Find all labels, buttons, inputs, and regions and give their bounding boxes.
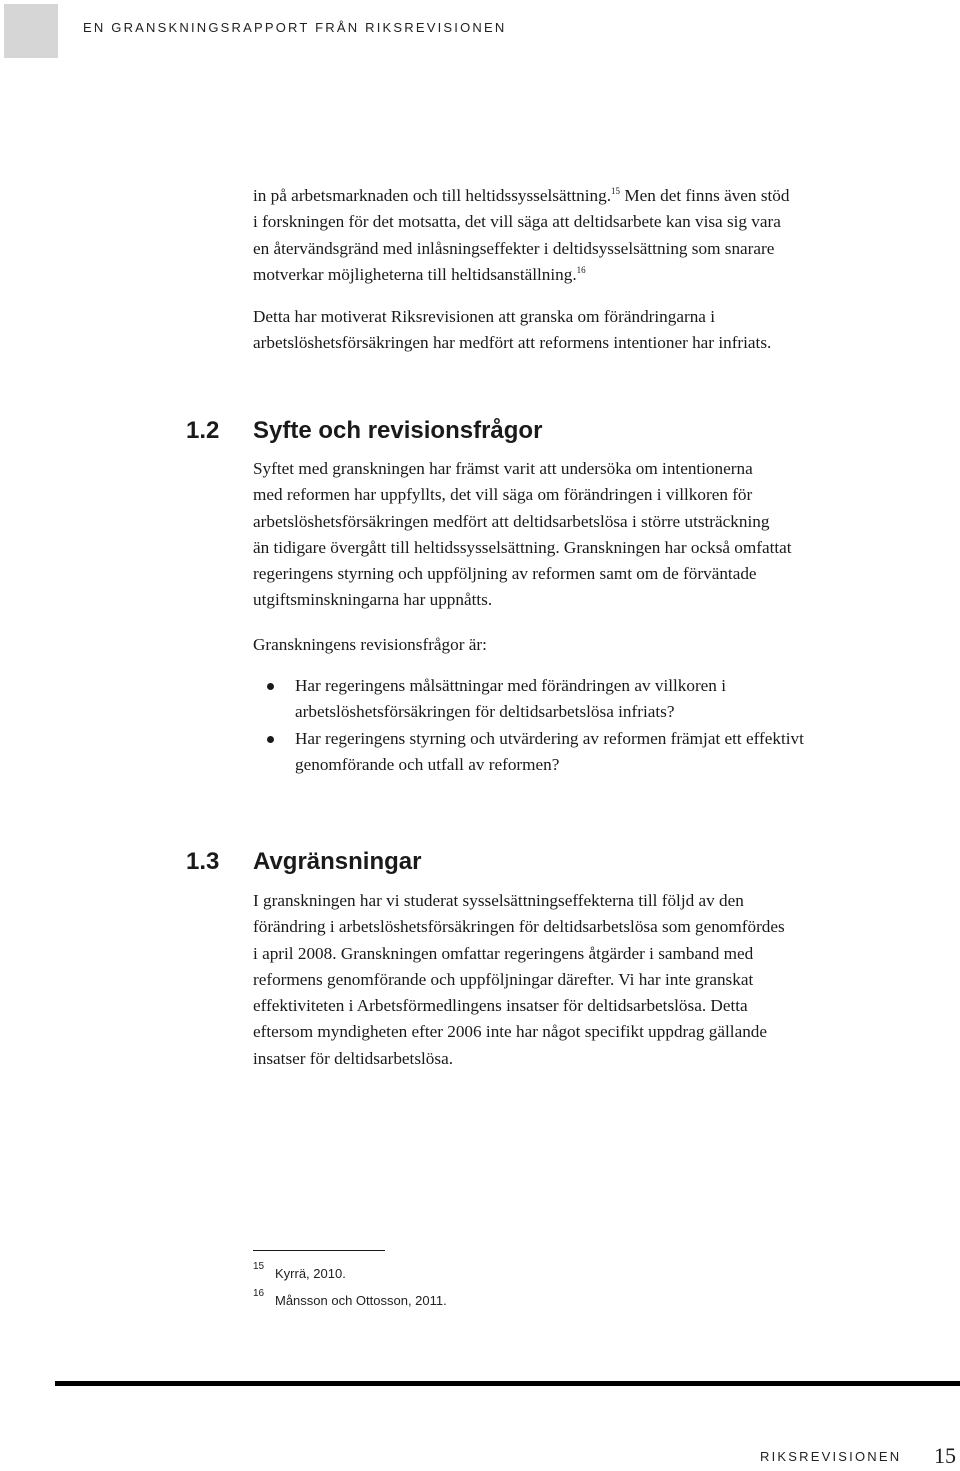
text-line: arbetslöshetsförsäkringen medfört att deltidsarbetslösa i större utsträckning	[253, 511, 770, 531]
text-line: Syftet med granskningen har främst varit att undersöka om intentionerna	[253, 459, 753, 478]
footer-rule	[55, 1381, 960, 1386]
footnote-number: 16	[253, 1288, 265, 1299]
text-line: I granskningen har vi studerat sysselsättningseffekterna till följd av den	[253, 891, 744, 910]
text-line: en återvändsgränd med inlåsningseffekter i deltidsysselsättning som snarare	[253, 238, 775, 258]
text-line: i april 2008. Granskningen omfattar regeringens åtgärder i samband med	[253, 943, 754, 963]
section-1-2-paragraph	[253, 456, 903, 614]
page-number: 15	[934, 1443, 956, 1468]
text-span: in på arbetsmarknaden och till heltidssysselsättning.	[253, 186, 612, 205]
questions-intro	[253, 632, 903, 658]
text-line	[253, 262, 903, 288]
text-line: reformens genomförande och uppföljningar därefter. Vi har inte granskat	[253, 969, 754, 989]
section-title: Syfte och revisionsfrågor	[253, 417, 543, 444]
footnote-number: 15	[253, 1261, 265, 1272]
footer-label: RIKSREVISIONEN	[760, 1449, 902, 1464]
text-line: insatser för deltidsarbetslösa.	[253, 1048, 453, 1068]
text-line: Har regeringens styrning och utvärdering av reformen främjat ett effektivt	[295, 728, 804, 748]
text-line: i forskningen för det motsatta, det vill säga att deltidsarbete kan visa sig vara	[253, 212, 781, 232]
text-line: genomförande och utfall av reformen?	[295, 754, 560, 774]
text-line: utgiftsminskningarna har uppnåtts.	[253, 590, 493, 610]
text-line: arbetslöshetsförsäkringen har medfört att reformens intentioner har infriats.	[253, 333, 772, 353]
revision-questions-list	[253, 673, 913, 778]
text-line: än tidigare övergått till heltidssysselsättning. Granskningen har också omfattat	[253, 537, 792, 557]
text-line: Granskningens revisionsfrågor är:	[253, 635, 487, 654]
body-paragraph-motivation	[253, 304, 903, 357]
list-item	[253, 673, 913, 726]
text-line: arbetslöshetsförsäkringen för deltidsarbetslösa infriats?	[295, 702, 675, 722]
corner-gray-box	[4, 4, 58, 58]
text-line: effektiviteten i Arbetsförmedlingens insatser för deltidsarbetslösa. Detta	[253, 996, 748, 1016]
text-line: Har regeringens målsättningar med förändringen av villkoren i	[295, 676, 726, 695]
text-line: eftersom myndigheten efter 2006 inte har något specifikt uppdrag gällande	[253, 1022, 768, 1042]
list-item	[253, 726, 913, 779]
bullet-icon	[267, 683, 274, 690]
text-line: Detta har motiverat Riksrevisionen att granska om förändringarna i	[253, 307, 716, 326]
bullet-icon	[267, 736, 274, 743]
section-title: Avgränsningar	[253, 848, 422, 875]
footnote-ref-15[interactable]: 15	[611, 186, 621, 196]
section-number: 1.2	[186, 417, 220, 444]
text-span: Men det finns även stöd	[620, 186, 790, 205]
text-line: regeringens styrning och uppföljning av reformen samt om de förväntade	[253, 564, 757, 584]
body-paragraph-intro	[253, 183, 903, 288]
text-line	[253, 183, 903, 209]
text-line: förändring i arbetslöshetsförsäkringen för deltidsarbetslösa som genomfördes	[253, 917, 785, 937]
footnote-ref-16[interactable]: 16	[576, 264, 586, 275]
text-span: motverkar möjligheterna till heltidsanställning.	[253, 264, 577, 284]
footnote-text: Månsson och Ottosson, 2011.	[275, 1293, 447, 1308]
footnote-text: Kyrrä, 2010.	[275, 1266, 346, 1281]
running-head: EN GRANSKNINGSRAPPORT FRÅN RIKSREVISIONEN	[83, 20, 507, 35]
footnote-divider	[253, 1250, 385, 1251]
section-1-3-paragraph	[253, 888, 903, 1072]
section-number: 1.3	[186, 848, 220, 875]
text-line: med reformen har uppfyllts, det vill säga om förändringen i villkoren för	[253, 485, 753, 505]
